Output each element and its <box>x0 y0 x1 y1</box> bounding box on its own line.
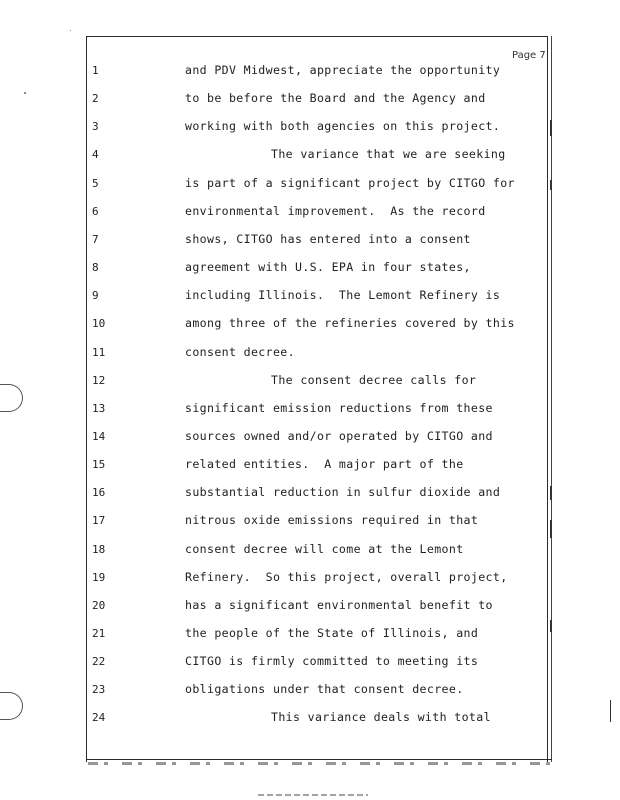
transcript-line-text: obligations under that consent decree. <box>185 682 464 697</box>
line-number: 18 <box>92 542 106 556</box>
line-number: 13 <box>92 401 106 415</box>
line-number: 23 <box>92 683 106 697</box>
transcript-line-text: among three of the refineries covered by this <box>185 316 515 331</box>
line-number: 12 <box>92 373 106 387</box>
page-number-label: Page 7 <box>512 50 546 61</box>
scan-speck <box>70 30 71 31</box>
line-number: 8 <box>92 261 99 275</box>
transcript-line-text: the people of the State of Illinois, and <box>185 626 479 640</box>
transcript-line-text: has a significant environmental benefit to <box>185 597 493 612</box>
transcript-line-text: Refinery. So this project, overall project, <box>185 569 508 584</box>
line-number: 4 <box>92 148 99 162</box>
line-number: 2 <box>92 92 99 106</box>
transcript-line-text: consent decree. <box>185 344 295 359</box>
transcript-line-text: related entities. A major part of the <box>185 457 464 472</box>
transcript-line-text: is part of a significant project by CITGO for <box>185 175 515 190</box>
transcript-line-text: substantial reduction in sulfur dioxide and <box>185 485 501 500</box>
line-number: 21 <box>92 627 106 640</box>
transcript-line-text: agreement with U.S. EPA in four states, <box>185 260 471 275</box>
line-number: 6 <box>92 204 99 218</box>
footer-scan-artifact <box>258 794 368 796</box>
transcript-line-text: CITGO is firmly committed to meeting its <box>185 654 479 669</box>
transcript-line-text: environmental improvement. As the record <box>185 203 486 218</box>
transcript-line-text: shows, CITGO has entered into a consent <box>185 231 471 246</box>
line-number: 1 <box>92 64 99 77</box>
transcript-line-text: consent decree will come at the Lemont <box>185 541 464 556</box>
margin-mark <box>550 520 552 538</box>
transcript-line-text: sources owned and/or operated by CITGO and <box>185 428 493 443</box>
scan-speck <box>24 92 26 94</box>
margin-mark <box>550 180 552 190</box>
line-number: 14 <box>92 429 106 443</box>
binder-hole-icon <box>0 692 23 720</box>
transcript-line-text: nitrous oxide emissions required in that <box>185 513 479 528</box>
transcript-line-text: This variance deals with total <box>271 710 491 725</box>
line-number: 11 <box>92 345 106 359</box>
line-number: 10 <box>92 317 106 331</box>
line-number: 7 <box>92 232 99 246</box>
transcript-line-text: The variance that we are seeking <box>271 147 506 162</box>
transcript-line-text: significant emission reductions from these <box>185 400 493 415</box>
transcript-line-text: working with both agencies on this project. <box>185 119 501 134</box>
margin-mark <box>550 620 552 632</box>
edge-mark <box>610 700 611 722</box>
right-margin-rule <box>551 36 552 762</box>
bottom-rule <box>86 759 552 760</box>
line-number: 20 <box>92 598 106 612</box>
transcript-page-frame <box>86 36 548 762</box>
line-number: 16 <box>92 486 106 500</box>
transcript-line-text: The consent decree calls for <box>271 372 477 387</box>
line-number: 3 <box>92 120 99 134</box>
margin-mark <box>550 120 552 136</box>
line-number: 22 <box>92 655 106 669</box>
line-number: 19 <box>92 570 106 584</box>
transcript-line-text: including Illinois. The Lemont Refinery is <box>185 288 501 303</box>
line-number: 17 <box>92 514 106 528</box>
bottom-scan-artifact <box>88 762 550 765</box>
line-number: 15 <box>92 458 106 472</box>
margin-mark <box>550 486 552 500</box>
transcript-line-text: and PDV Midwest, appreciate the opportunity <box>185 63 501 77</box>
line-number: 24 <box>92 711 106 725</box>
line-number: 5 <box>92 176 99 190</box>
line-number: 9 <box>92 289 99 303</box>
transcript-line-text: to be before the Board and the Agency and <box>185 91 486 106</box>
binder-hole-icon <box>0 384 23 412</box>
